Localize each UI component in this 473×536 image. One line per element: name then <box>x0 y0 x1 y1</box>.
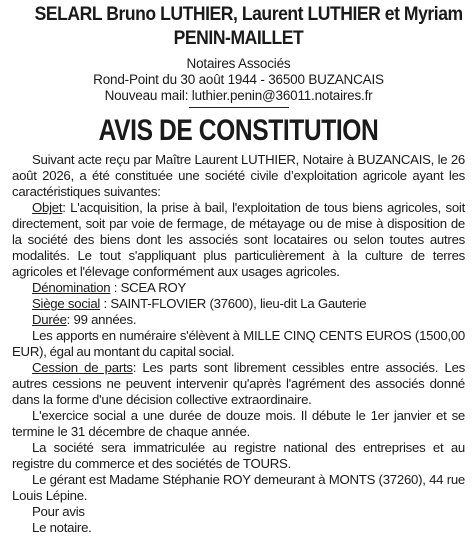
siege-paragraph <box>12 296 465 312</box>
separator-rule <box>189 107 289 108</box>
denomination-label: Dénomination <box>32 280 111 295</box>
duree-paragraph <box>12 312 465 328</box>
gerant-paragraph: Le gérant est Madame Stéphanie ROY demeurant à MONTS (37260), 44 rue Louis Lépine. <box>12 472 465 503</box>
firm-address: Rond-Point du 30 août 1944 - 36500 BUZANCAIS <box>93 72 384 87</box>
cession-label: Cession de parts <box>32 360 133 375</box>
duree-label: Durée <box>32 312 67 327</box>
intro-paragraph: Suivant acte reçu par Maître Laurent LUTHIER, Notaire à BUZANCAIS, le 26 août 2026, a été constituée une société civile d’exploitation agricole ayant les caractéristiques suivantes: <box>12 152 465 199</box>
pour-avis: Pour avis <box>32 504 85 519</box>
objet-text: : L'acquisition, la prise à bail, l'exploitation de tous biens agricoles, soit directement, soit par voie de fermage, de métayage ou de mise à disposition de la société des biens dont les associés sont locataires ou selon toutes autres modalités. Le tout s'appliquant plus particulièrement à la culture de terres agricoles et l'élevage conformément aux usages agricoles. <box>12 200 465 279</box>
objet-paragraph <box>12 200 465 280</box>
exercice-paragraph: L'exercice social a une durée de douze mois. Il débute le 1er janvier et se termine le 31 décembre de chaque année. <box>12 408 465 439</box>
objet-label: Objet <box>32 200 63 215</box>
denomination-paragraph <box>12 280 465 296</box>
apports-paragraph: Les apports en numéraire s'élèvent à MILLE CINQ CENTS EUROS (1500,00 EUR), égal au montant du capital social. <box>12 328 465 359</box>
duree-text: : 99 années. <box>66 312 137 327</box>
firm-email: Nouveau mail: luthier.penin@36011.notaires.fr <box>104 88 373 103</box>
denomination-text: : SCEA ROY <box>110 280 187 295</box>
siege-text: : SAINT-FLOVIER (37600), lieu-dit La Gauterie <box>100 296 367 311</box>
cession-paragraph <box>12 360 465 408</box>
siege-label: Siège social <box>32 296 101 311</box>
firm-subtitle: Notaires Associés <box>186 56 291 71</box>
signature: Le notaire. <box>32 520 92 535</box>
cession-text: : Les parts sont librement cessibles entre associés. Les autres cessions ne peuvent intervenir qu'après l'agrément des associés donné dans la forme d'une décision collective extraordinaire. <box>12 360 465 407</box>
notary-firm-name-line2: PENIN-MAILLET <box>173 27 304 49</box>
notice-title: AVIS DE CONSTITUTION <box>98 114 379 147</box>
notice-body <box>12 152 465 536</box>
legal-notice <box>0 2 473 535</box>
notary-firm-name-line1: SELARL Bruno LUTHIER, Laurent LUTHIER et Myriam <box>34 3 463 25</box>
immatriculation-paragraph: La société sera immatriculée au registre national des entreprises et au registre du commerce et des sociétés de TOURS. <box>12 440 465 471</box>
